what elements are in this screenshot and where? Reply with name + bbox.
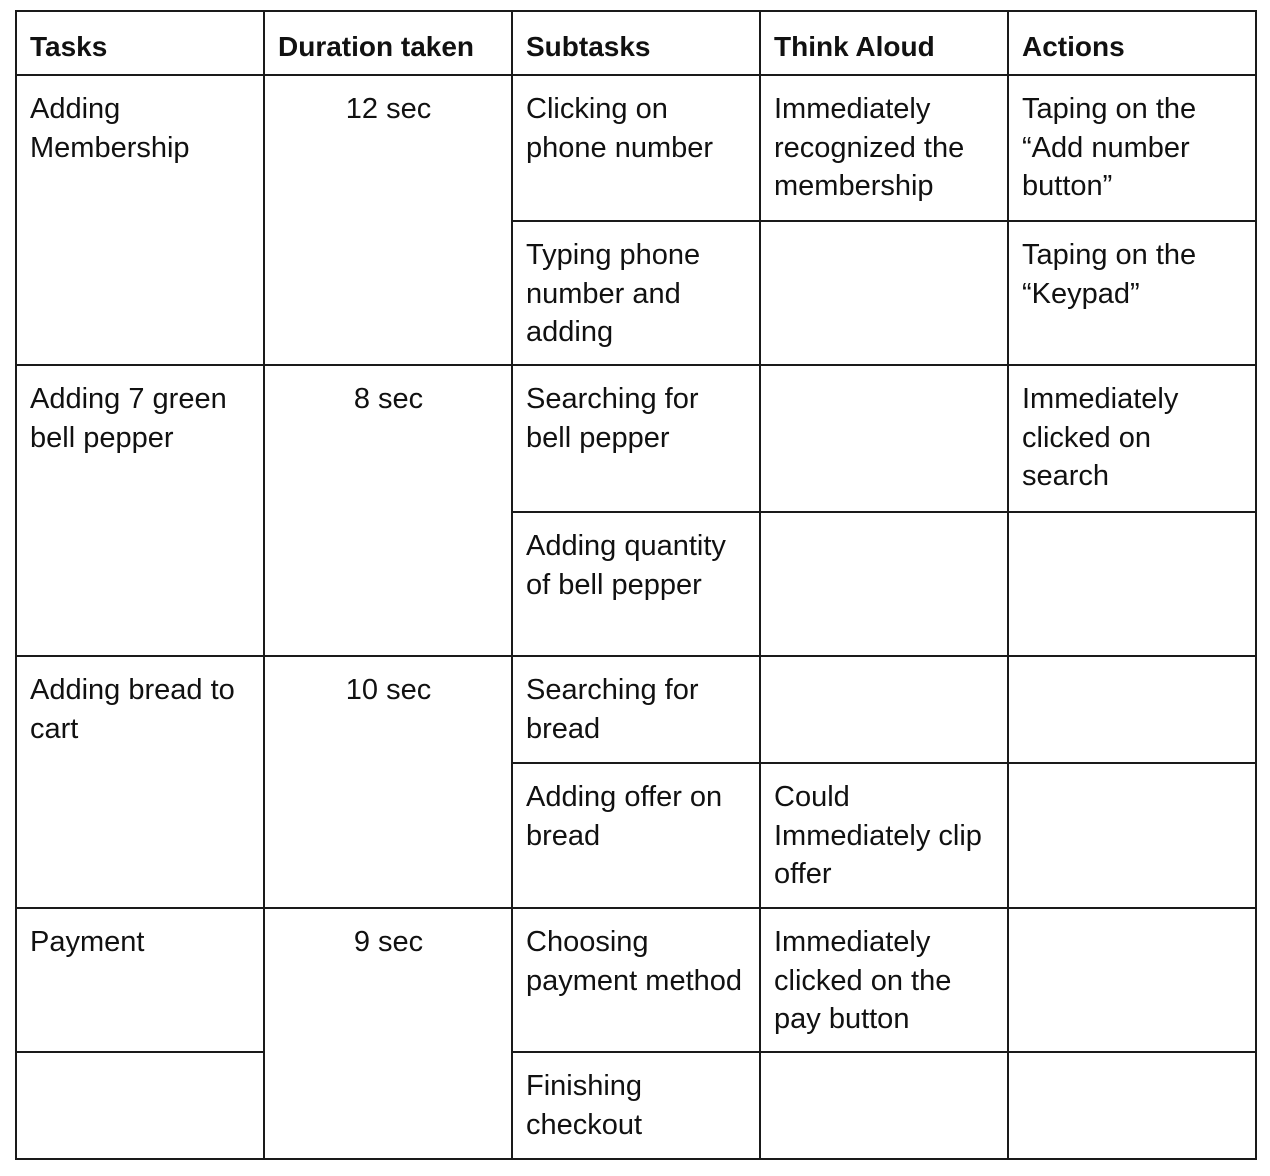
task-cell: Payment [16, 908, 264, 1052]
task-cell: Adding Membership [16, 75, 264, 365]
table-row [16, 656, 1256, 763]
action-cell: Taping on the “Keypad” [1008, 221, 1256, 365]
subtask-cell: Choosing payment method [512, 908, 760, 1052]
action-cell [1008, 908, 1256, 1052]
table-row [16, 908, 1256, 1052]
duration-cell: 12 sec [264, 75, 512, 365]
subtask-cell: Adding quantity of bell pepper [512, 512, 760, 656]
subtask-cell: Adding offer on bread [512, 763, 760, 908]
think-aloud-cell: Immediately clicked on the pay button [760, 908, 1008, 1052]
think-aloud-cell [760, 365, 1008, 512]
subtask-cell: Clicking on phone number [512, 75, 760, 221]
think-aloud-cell [760, 221, 1008, 365]
header-actions: Actions [1008, 11, 1256, 75]
think-aloud-cell [760, 656, 1008, 763]
action-cell [1008, 656, 1256, 763]
header-subtasks: Subtasks [512, 11, 760, 75]
action-cell [1008, 1052, 1256, 1159]
think-aloud-cell [760, 1052, 1008, 1159]
header-think-aloud: Think Aloud [760, 11, 1008, 75]
table-row [16, 1052, 1256, 1159]
duration-cell: 10 sec [264, 656, 512, 908]
task-cell [16, 1052, 264, 1159]
header-tasks: Tasks [16, 11, 264, 75]
think-aloud-cell: Immediately recognized the membership [760, 75, 1008, 221]
subtask-cell: Searching for bread [512, 656, 760, 763]
action-cell [1008, 512, 1256, 656]
subtask-cell: Finishing checkout [512, 1052, 760, 1159]
header-row [16, 11, 1256, 75]
table-row [16, 365, 1256, 512]
task-cell: Adding bread to cart [16, 656, 264, 908]
header-duration: Duration taken [264, 11, 512, 75]
table-row [16, 75, 1256, 221]
subtask-cell: Typing phone number and adding [512, 221, 760, 365]
think-aloud-cell: Could Immediately clip offer [760, 763, 1008, 908]
duration-cell: 9 sec [264, 908, 512, 1159]
subtask-cell: Searching for bell pepper [512, 365, 760, 512]
think-aloud-cell [760, 512, 1008, 656]
action-cell: Immediately clicked on search [1008, 365, 1256, 512]
duration-cell: 8 sec [264, 365, 512, 656]
action-cell: Taping on the “Add number button” [1008, 75, 1256, 221]
usability-test-table [15, 10, 1257, 1160]
action-cell [1008, 763, 1256, 908]
task-cell: Adding 7 green bell pepper [16, 365, 264, 656]
